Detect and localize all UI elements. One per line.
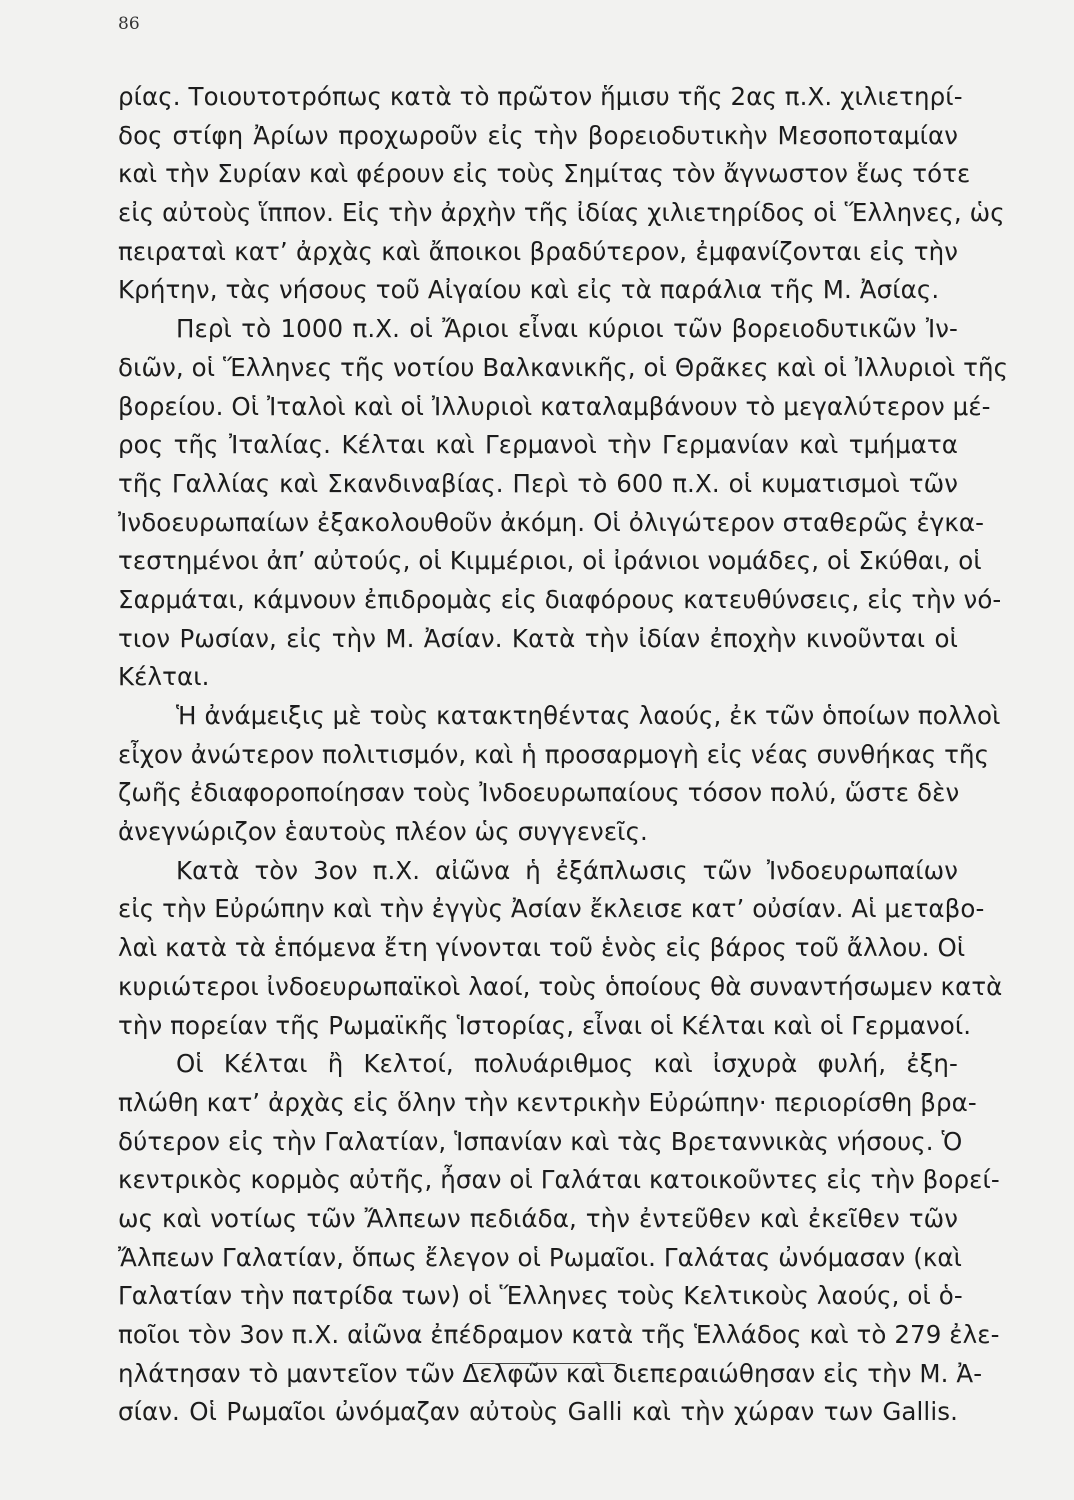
- paragraph-mixing: [118, 697, 1001, 852]
- text-line: πλώθη κατ’ ἀρχὰς εἰς ὅλην τὴν κεντρικὴν Εὐρώπην· περιορίσθη βρα-: [118, 1087, 977, 1117]
- text-line: τὴν πορείαν τῆς Ρωμαϊκῆς Ἱστορίας, εἶναι οἱ Κέλται καὶ οἱ Γερμανοί.: [118, 1010, 972, 1040]
- text-line: δύτερον εἰς τὴν Γαλατίαν, Ἱσπανίαν καὶ τὰς Βρεταννικὰς νήσους. Ὁ: [118, 1126, 963, 1156]
- text-line: ἀνεγνώριζον ἑαυτοὺς πλέον ὡς συγγενεῖς.: [118, 817, 648, 847]
- text-line: Ἡ ἀνάμειξις μὲ τοὺς κατακτηθέντας λαούς, ἐκ τῶν ὁποίων πολλοὶ: [176, 701, 1001, 730]
- text-line: λαὶ κατὰ τὰ ἑπόμενα ἔτη γίνονται τοῦ ἑνὸς εἰς βάρος τοῦ ἄλλου. Οἱ: [118, 933, 966, 963]
- text-line: καὶ τὴν Συρίαν καὶ φέρουν εἰς τοὺς Σημίτας τὸν ἄγνωστον ἕως τότε: [118, 159, 971, 189]
- text-line: Περὶ τὸ 1000 π.Χ. οἱ Ἄριοι εἶναι κύριοι τῶν βορειοδυτικῶν Ἰν-: [176, 314, 958, 344]
- text-line: ως καὶ νοτίως τῶν Ἄλπεων πεδιάδα, τὴν ἐντεῦθεν καὶ ἐκεῖθεν τῶν: [118, 1203, 958, 1233]
- text-line: Ἄλπεων Γαλατίαν, ὅπως ἔλεγον οἱ Ρωμαῖοι. Γαλάτας ὠνόμασαν (καὶ: [118, 1242, 963, 1272]
- text-line: Σαρμάται, κάμνουν ἐπιδρομὰς εἰς διαφόρους κατευθύνσεις, εἰς τὴν νό-: [118, 584, 1002, 614]
- text-line: πειραταὶ κατ’ ἀρχὰς καὶ ἄποικοι βραδύτερον, ἐμφανίζονται εἰς τὴν: [118, 236, 958, 266]
- text-line: ζωῆς ἐδιαφοροποίησαν τοὺς Ἰνδοευρωπαίους τόσον πολύ, ὥστε δὲν: [118, 778, 960, 808]
- paragraph-celts: [118, 1045, 1000, 1432]
- text-line: τεστημένοι ἀπ’ αὐτούς, οἱ Κιμμέριοι, οἱ ἰράνιοι νομάδες, οἱ Σκύθαι, οἱ: [118, 546, 982, 576]
- text-line: κυριώτεροι ἰνδοευρωπαϊκοὶ λαοί, τοὺς ὁποίους θὰ συναντήσωμεν κατὰ: [118, 971, 1003, 1001]
- text-line: διῶν, οἱ Ἕλληνες τῆς νοτίου Βαλκανικῆς, οἱ Θρᾶκες καὶ οἱ Ἰλλυριοὶ τῆς: [118, 352, 1009, 382]
- text-line: εἰς αὐτοὺς ἵππον. Εἰς τὴν ἀρχὴν τῆς ἰδίας χιλιετηρίδος οἱ Ἕλληνες, ὡς: [118, 198, 1005, 228]
- footnote-divider: [472, 1363, 617, 1364]
- text-line: ρίας. Τοιουτοτρόπως κατὰ τὸ πρῶτον ἥμισυ τῆς 2ας π.Χ. χιλιετηρί-: [118, 82, 963, 111]
- paragraph-indoeuropean-migrations: [118, 78, 1005, 310]
- text-line: σίαν. Οἱ Ρωμαῖοι ὠνόμαζαν αὐτοὺς Galli καὶ τὴν χώραν των Gallis.: [118, 1397, 958, 1427]
- text-line: Κρήτην, τὰς νήσους τοῦ Αἰγαίου καὶ εἰς τὰ παράλια τῆς Μ. Ἀσίας.: [118, 275, 940, 305]
- text-line: Κέλται.: [118, 662, 210, 692]
- text-line: εἶχον ἀνώτερον πολιτισμόν, καὶ ἡ προσαρμογὴ εἰς νέας συνθήκας τῆς: [118, 739, 990, 769]
- text-line: Κατὰ τὸν 3ον π.Χ. αἰῶνα ἡ ἐξάπλωσις τῶν Ἰνδοευρωπαίων: [176, 855, 958, 885]
- text-line: τιον Ρωσίαν, εἰς τὴν Μ. Ἀσίαν. Κατὰ τὴν ἰδίαν ἐποχὴν κινοῦνται οἱ: [118, 623, 958, 653]
- text-line: ποῖοι τὸν 3ον π.Χ. αἰῶνα ἐπέδραμον κατὰ τῆς Ἑλλάδος καὶ τὸ 279 ἐλε-: [118, 1320, 1000, 1349]
- text-line: Οἱ Κέλται ἢ Κελτοί, πολυάριθμος καὶ ἰσχυρὰ φυλή, ἐξη-: [176, 1049, 958, 1079]
- text-line: ηλάτησαν τὸ μαντεῖον τῶν Δελφῶν καὶ διεπεραιώθησαν εἰς τὴν Μ. Ἀ-: [118, 1358, 983, 1388]
- text-line: βορείου. Οἱ Ἰταλοὶ καὶ οἱ Ἰλλυριοὶ καταλαμβάνουν τὸ μεγαλύτερον μέ-: [118, 391, 991, 421]
- text-line: κεντρικὸς κορμὸς αὐτῆς, ἦσαν οἱ Γαλάται κατοικοῦντες εἰς τὴν βορεί-: [118, 1165, 1000, 1195]
- text-line: δος στίφη Ἀρίων προχωροῦν εἰς τὴν βορειοδυτικὴν Μεσοποταμίαν: [118, 120, 958, 150]
- body-text: [118, 78, 1009, 1432]
- text-line: Γαλατίαν τὴν πατρίδα των) οἱ Ἕλληνες τοὺς Κελτικοὺς λαούς, οἱ ὁ-: [118, 1281, 963, 1311]
- paragraph-1000-bc: [118, 310, 1009, 697]
- text-line: Ἰνδοευρωπαίων ἐξακολουθοῦν ἀκόμη. Οἱ ὀλιγώτερον σταθερῶς ἐγκα-: [118, 507, 985, 537]
- page-number: 86: [118, 14, 140, 34]
- text-line: εἰς τὴν Εὐρώπην καὶ τὴν ἐγγὺς Ἀσίαν ἔκλεισε κατ’ οὐσίαν. Αἱ μεταβο-: [118, 894, 985, 924]
- text-line: τῆς Γαλλίας καὶ Σκανδιναβίας. Περὶ τὸ 600 π.Χ. οἱ κυματισμοὶ τῶν: [118, 468, 958, 498]
- text-line: ρος τῆς Ἰταλίας. Κέλται καὶ Γερμανοὶ τὴν Γερμανίαν καὶ τμήματα: [118, 430, 958, 460]
- paragraph-3rd-century: [118, 852, 1003, 1045]
